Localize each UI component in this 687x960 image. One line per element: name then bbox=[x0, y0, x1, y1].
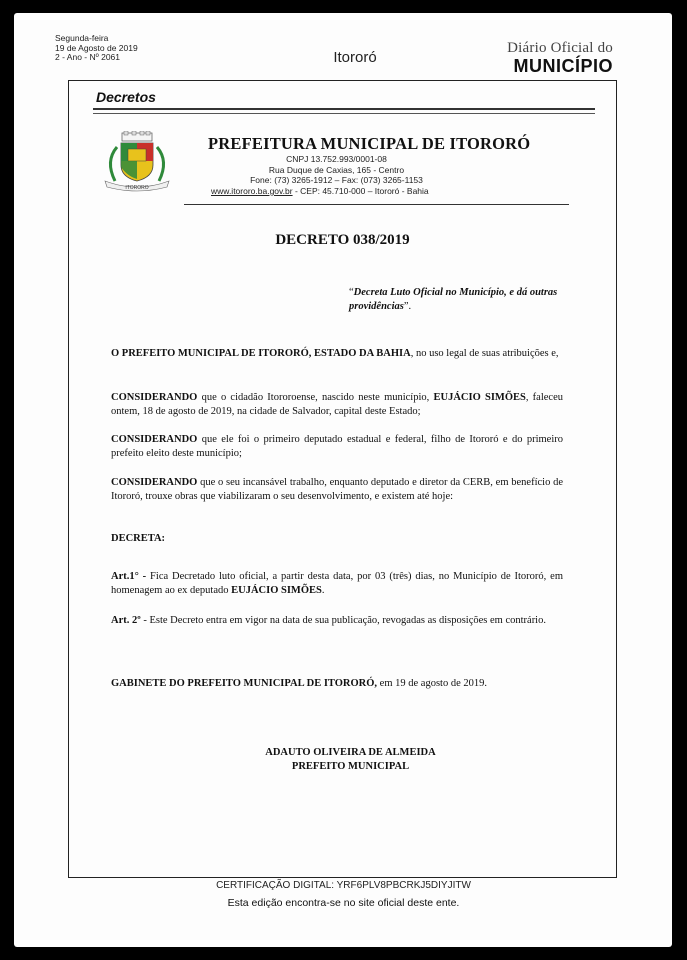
header-date: 19 de Agosto de 2019 bbox=[55, 42, 138, 53]
header-day: Segunda-feira bbox=[55, 33, 109, 43]
paragraph-preamble bbox=[111, 347, 563, 361]
ementa-close: ”. bbox=[403, 301, 412, 312]
letterhead-divider bbox=[184, 204, 569, 205]
ementa-text: Decreta Luto Oficial no Município, e dá outras providências bbox=[349, 287, 558, 312]
document-frame bbox=[68, 80, 617, 878]
article-1-text: Fica Decretado luto oficial, a partir desta data, por 03 (três) dias, no Município de Itororó, em homenagem ao ex deputado bbox=[111, 571, 563, 596]
header-edition: 2 - Ano - Nº 2061 bbox=[55, 52, 121, 62]
ementa-open: “ bbox=[349, 287, 354, 298]
gabinete-bold: GABINETE DO PREFEITO MUNICIPAL DE ITORORÓ, bbox=[111, 678, 378, 689]
article-2-label: Art. 2º bbox=[111, 615, 141, 626]
header-left bbox=[55, 34, 138, 63]
footer-note: Esta edição encontra-se no site oficial deste ente. bbox=[227, 897, 460, 909]
decreta-label: DECRETA: bbox=[111, 533, 166, 544]
footer-certification: CERTIFICAÇÃO DIGITAL: YRF6PLV8PBCRKJ5DIYJITW bbox=[216, 880, 471, 891]
considerando-2-label: CONSIDERANDO bbox=[111, 434, 198, 445]
section-divider bbox=[93, 108, 595, 110]
section-title: Decretos bbox=[96, 89, 156, 105]
prefeitura-website-link[interactable]: www.itororo.ba.gov.br bbox=[211, 186, 293, 196]
prefeitura-cnpj: CNPJ 13.752.993/0001-08 bbox=[286, 154, 387, 164]
gabinete-rest: em 19 de agosto de 2019. bbox=[377, 678, 487, 689]
prefeitura-cep: - CEP: 45.710-000 – Itororó - Bahia bbox=[292, 186, 429, 196]
signer-name: ADAUTO OLIVEIRA DE ALMEIDA bbox=[265, 747, 436, 758]
gabinete-line bbox=[111, 677, 563, 691]
considerando-2-rest: que ele foi o primeiro deputado estadual e federal, filho de Itororó e do primeiro prefeito eleito deste município; bbox=[111, 434, 563, 459]
section-divider-thin bbox=[93, 113, 595, 114]
article-1-label: Art.1° - bbox=[111, 571, 147, 582]
article-2 bbox=[111, 614, 563, 628]
prefeitura-info bbox=[209, 154, 464, 196]
decree-title: DECRETO 038/2019 bbox=[275, 232, 410, 248]
prefeitura-title: PREFEITURA MUNICIPAL DE ITORORÓ bbox=[208, 134, 531, 153]
coat-of-arms-icon bbox=[97, 131, 175, 193]
paragraph-considerando-2 bbox=[111, 433, 563, 461]
preamble-rest: , no uso legal de suas atribuições e, bbox=[410, 348, 559, 359]
prefeitura-web-line bbox=[211, 186, 471, 197]
article-1-end: . bbox=[321, 585, 325, 596]
considerando-1-name: EUJÁCIO SIMÕES bbox=[433, 392, 526, 403]
decree-ementa bbox=[349, 286, 569, 314]
signer-role: PREFEITO MUNICIPAL bbox=[291, 761, 410, 772]
brand-bottom: MUNICÍPIO bbox=[513, 56, 613, 76]
prefeitura-phone: Fone: (73) 3265-1912 – Fax: (073) 3265-1153 bbox=[250, 175, 423, 185]
decreta-heading bbox=[111, 532, 563, 546]
article-1-name: EUJÁCIO SIMÕES bbox=[231, 585, 322, 596]
preamble-bold: O PREFEITO MUNICIPAL DE ITORORÓ, ESTADO DA BAHIA bbox=[111, 348, 411, 359]
brand-top: Diário Oficial do bbox=[507, 40, 613, 56]
logo-ribbon-text: ITORORO bbox=[125, 185, 149, 191]
signature-block bbox=[69, 746, 616, 774]
considerando-1-label: CONSIDERANDO bbox=[111, 392, 198, 403]
paragraph-considerando-3 bbox=[111, 476, 563, 504]
header-brand bbox=[507, 41, 613, 75]
prefeitura-address: Rua Duque de Caxias, 165 - Centro bbox=[268, 164, 405, 175]
considerando-3-rest: que o seu incansável trabalho, enquanto deputado e diretor da CERB, em benefício de Itororó, trouxe obras que viabilizaram o seu desenvolvimento, e existem até hoje: bbox=[111, 477, 563, 502]
paragraph-considerando-1 bbox=[111, 391, 563, 419]
header-city: Itororó bbox=[333, 49, 377, 66]
article-2-text: - Este Decreto entra em vigor na data de sua publicação, revogadas as disposições em contrário. bbox=[140, 615, 546, 626]
considerando-1-rest: , faleceu ontem, 18 de agosto de 2019, na cidade de Salvador, capital deste Estado; bbox=[111, 392, 563, 417]
considerando-1-mid: que o cidadão Itororoense, nascido neste município, bbox=[197, 392, 434, 403]
article-1 bbox=[111, 570, 563, 598]
considerando-3-label: CONSIDERANDO bbox=[111, 477, 198, 488]
